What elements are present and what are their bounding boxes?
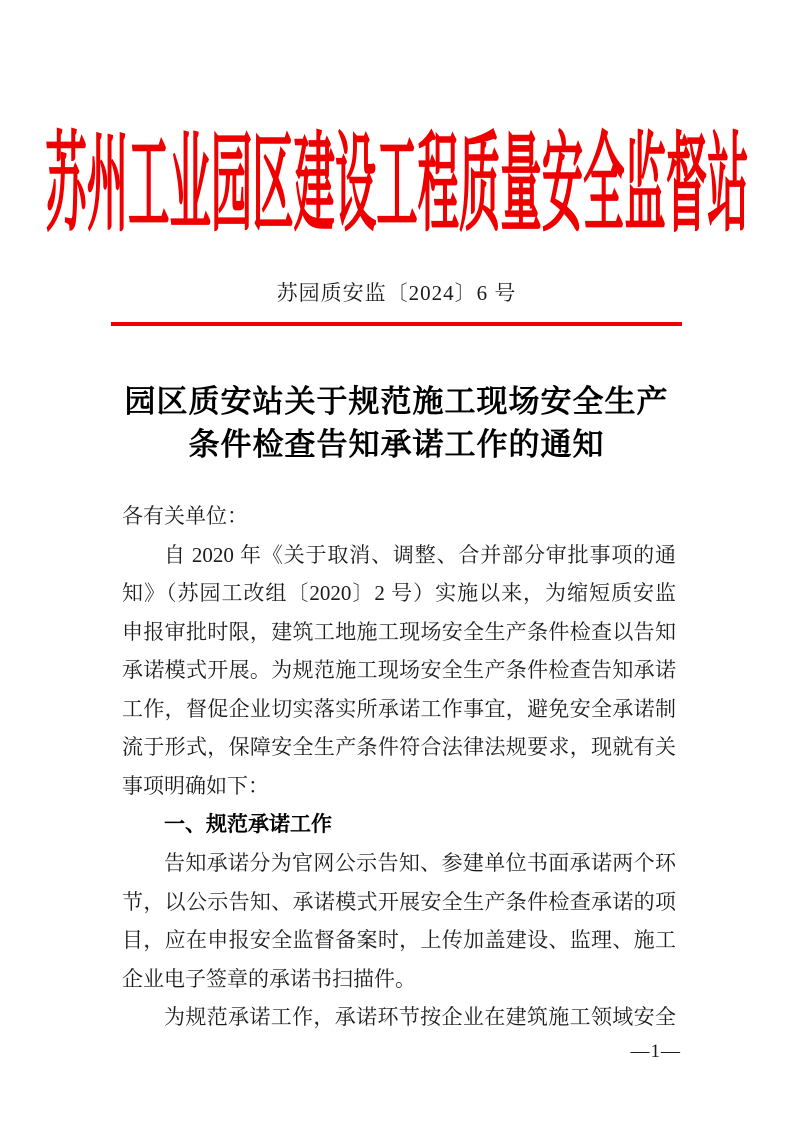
letterhead-title: 苏州工业园区建设工程质量安全监督站	[44, 126, 749, 245]
body-line: 告知承诺分为官网公示告知、参建单位书面承诺两个环	[164, 851, 676, 876]
body-line: 知》（苏园工改组〔2020〕2 号）实施以来，为缩短质安监	[122, 581, 676, 606]
red-separator-line	[111, 322, 682, 326]
page-number: —1—	[630, 1041, 681, 1062]
document-title-line-1: 园区质安站关于规范施工现场安全生产	[124, 384, 669, 419]
section-heading: 一、规范承诺工作	[164, 812, 332, 836]
body-line: 企业电子签章的承诺书扫描件。	[122, 966, 416, 991]
document-title-line-2: 条件检查告知承诺工作的通知	[188, 427, 605, 462]
body-line: 流于形式，保障安全生产条件符合法律法规要求，现就有关	[122, 735, 676, 760]
body-line: 事项明确如下：	[122, 773, 269, 798]
body-line: 承诺模式开展。为规范施工现场安全生产条件检查告知承诺	[122, 658, 676, 683]
document-body	[122, 497, 676, 1037]
salutation: 各有关单位：	[122, 504, 248, 528]
body-line: 自 2020 年《关于取消、调整、合并部分审批事项的通	[164, 542, 676, 567]
body-line: 申报审批时限，建筑工地施工现场安全生产条件检查以告知	[122, 619, 676, 644]
body-line: 目，应在申报安全监督备案时，上传加盖建设、监理、施工	[122, 928, 676, 953]
body-line: 节，以公示告知、承诺模式开展安全生产条件检查承诺的项	[122, 889, 676, 914]
document-title	[0, 380, 793, 466]
document-number: 苏园质安监〔2024〕6 号	[276, 281, 517, 305]
body-line: 工作，督促企业切实落实所承诺工作事宜，避免安全承诺制	[122, 696, 676, 721]
body-line: 为规范承诺工作，承诺环节按企业在建筑施工领域安全	[164, 1005, 676, 1030]
